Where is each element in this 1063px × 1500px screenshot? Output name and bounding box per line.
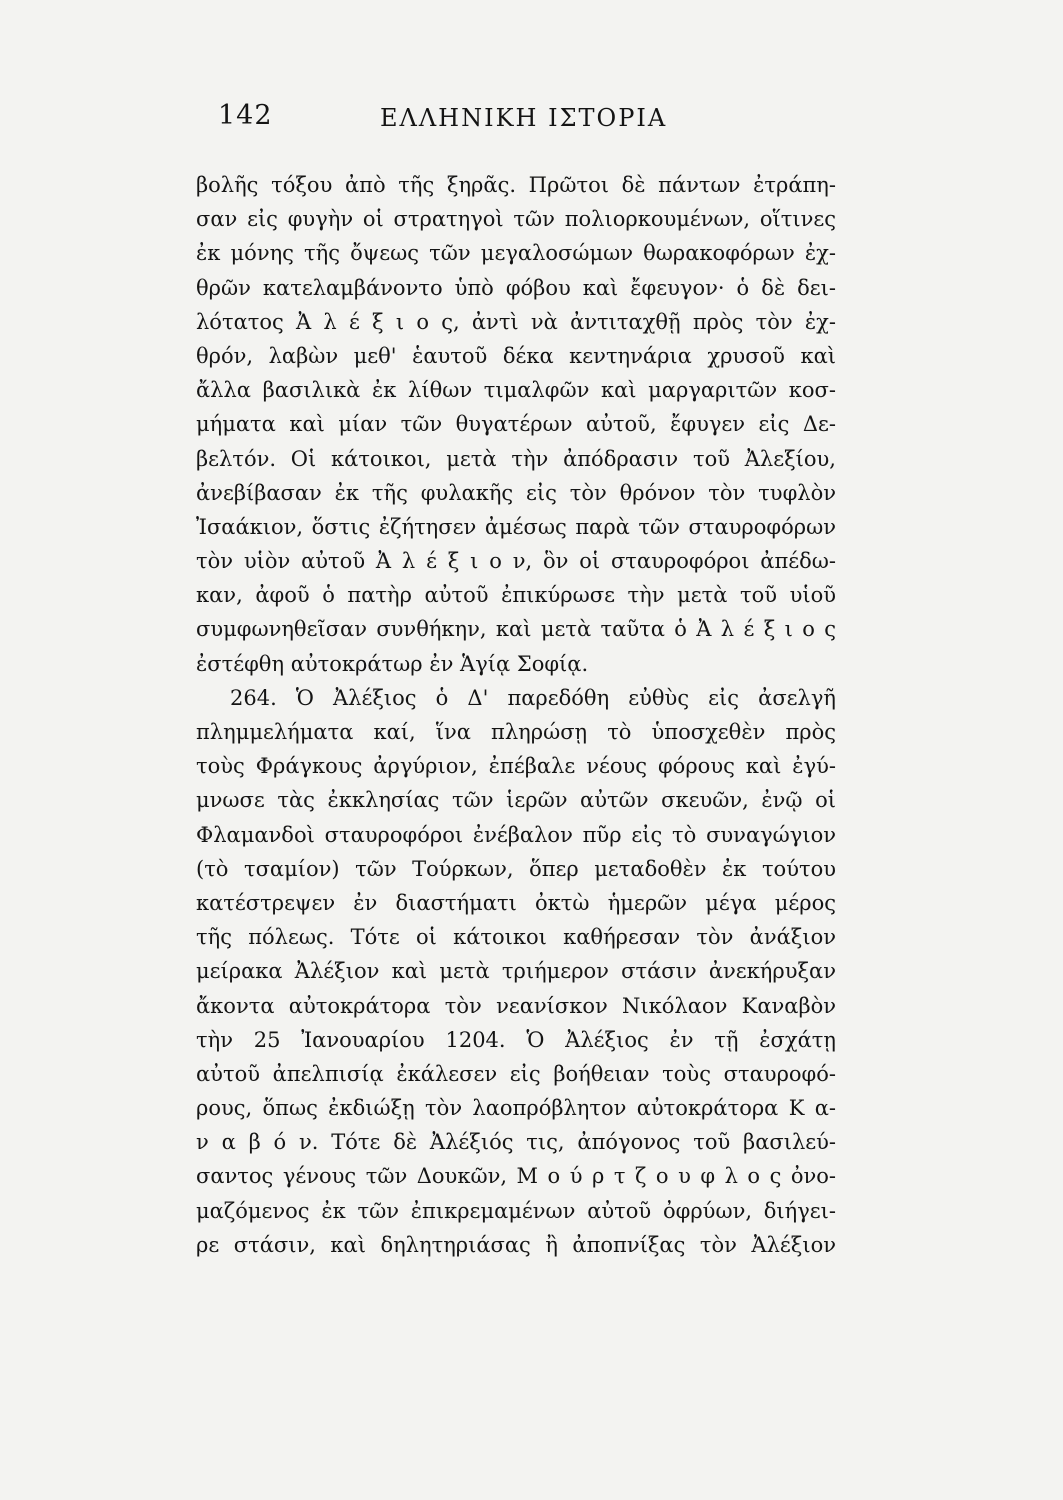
text-line: πλημμελήματα καί, ἵνα πληρώσῃ τὸ ὑποσχεθὲν πρὸς [196, 720, 836, 744]
text-line: αὐτοῦ ἀπελπισίᾳ ἐκάλεσεν εἰς βοήθειαν τοὺς σταυροφό- [196, 1061, 836, 1086]
text-line: ν α β ό ν. Τότε δὲ Ἀλέξιός τις, ἀπόγονος τοῦ βασιλεύ- [196, 1130, 836, 1155]
text-line: βελτόν. Οἱ κάτοικοι, μετὰ τὴν ἀπόδρασιν τοῦ Ἀλεξίου, [196, 446, 836, 471]
text-line: κατέστρεψεν ἐν διαστήματι ὀκτὼ ἡμερῶν μέγα μέρος [196, 890, 836, 915]
text-line: τοὺς Φράγκους ἀργύριον, ἐπέβαλε νέους φόρους καὶ ἐγύ- [196, 754, 836, 779]
text-line: σαν εἰς φυγὴν οἱ στρατηγοὶ τῶν πολιορκουμένων, οἵτινες [196, 207, 836, 232]
text-line: λότατος Ἀ λ έ ξ ι ο ς, ἀντὶ νὰ ἀντιταχθῇ πρὸς τὸν ἐχ- [196, 309, 836, 334]
text-line: τῆς πόλεως. Τότε οἱ κάτοικοι καθήρεσαν τὸν ἀνάξιον [196, 925, 836, 950]
text-line: ἄκοντα αὐτοκράτορα τὸν νεανίσκον Νικόλαον Καναβὸν [196, 993, 836, 1018]
text-line: τὸν υἱὸν αὐτοῦ Ἀ λ έ ξ ι ο ν, ὃν οἱ σταυροφόροι ἀπέδω- [196, 549, 836, 574]
section-264-first-line: 264. Ὁ Ἀλέξιος ὁ Δ' παρεδόθη εὐθὺς εἰς ἀσελγῆ [230, 685, 836, 710]
text-line: θρόν, λαβὼν μεθ' ἑαυτοῦ δέκα κεντηνάρια χρυσοῦ καὶ [196, 343, 836, 368]
text-line: μήματα καὶ μίαν τῶν θυγατέρων αὐτοῦ, ἔφυγεν εἰς Δε- [196, 412, 836, 437]
text-line: σαντος γένους τῶν Δουκῶν, Μ ο ύ ρ τ ζ ο υ φ λ ο ς ὀνο- [196, 1164, 836, 1189]
text-line: (τὸ τσαμίον) τῶν Τούρκων, ὅπερ μεταδοθὲν ἐκ τούτου [196, 856, 836, 881]
text-line: μνωσε τὰς ἐκκλησίας τῶν ἱερῶν αὐτῶν σκευῶν, ἐνῷ οἱ [196, 788, 836, 813]
text-line: Φλαμανδοὶ σταυροφόροι ἐνέβαλον πῦρ εἰς τὸ συναγώγιον [196, 822, 836, 847]
text-line: βολῆς τόξου ἀπὸ τῆς ξηρᾶς. Πρῶτοι δὲ πάντων ἐτράπη- [196, 173, 836, 197]
text-line: ρε στάσιν, καὶ δηλητηριάσας ἢ ἀποπνίξας τὸν Ἀλέξιον [196, 1232, 836, 1257]
text-line: ἐκ μόνης τῆς ὄψεως τῶν μεγαλοσώμων θωρακοφόρων ἐχ- [196, 241, 836, 266]
paragraph-end-line: ἐστέφθη αὐτοκράτωρ ἐν Ἁγίᾳ Σοφίᾳ. [196, 651, 589, 676]
text-line: τὴν 25 Ἰανουαρίου 1204. Ὁ Ἀλέξιος ἐν τῇ ἐσχάτῃ [196, 1027, 836, 1052]
text-line: ρους, ὅπως ἐκδιώξῃ τὸν λαοπρόβλητον αὐτοκράτορα Κ α- [196, 1096, 836, 1121]
text-line: ἀνεβίβασαν ἐκ τῆς φυλακῆς εἰς τὸν θρόνον τὸν τυφλὸν [196, 480, 836, 505]
text-line: μείρακα Ἀλέξιον καὶ μετὰ τριήμερον στάσιν ἀνεκήρυξαν [196, 959, 836, 984]
running-head: ΕΛΛΗΝΙΚΗ ΙΣΤΟΡΙΑ [380, 104, 668, 132]
page-number: 142 [218, 100, 273, 131]
body-text [196, 168, 836, 1262]
text-line: Ἰσαάκιον, ὅστις ἐζήτησεν ἀμέσως παρὰ τῶν σταυροφόρων [196, 514, 836, 539]
text-line: ἄλλα βασιλικὰ ἐκ λίθων τιμαλφῶν καὶ μαργαριτῶν κοσ- [196, 378, 836, 403]
text-line: μαζόμενος ἐκ τῶν ἐπικρεμαμένων αὐτοῦ ὀφρύων, διήγει- [196, 1198, 836, 1223]
text-line: συμφωνηθεῖσαν συνθήκην, καὶ μετὰ ταῦτα ὁ Ἀ λ έ ξ ι ο ς [196, 617, 836, 642]
page-header [0, 100, 1063, 140]
text-line: θρῶν κατελαμβάνοντο ὑπὸ φόβου καὶ ἔφευγον· ὁ δὲ δει- [196, 275, 836, 300]
text-line: καν, ἀφοῦ ὁ πατὴρ αὐτοῦ ἐπικύρωσε τὴν μετὰ τοῦ υἱοῦ [196, 583, 836, 608]
